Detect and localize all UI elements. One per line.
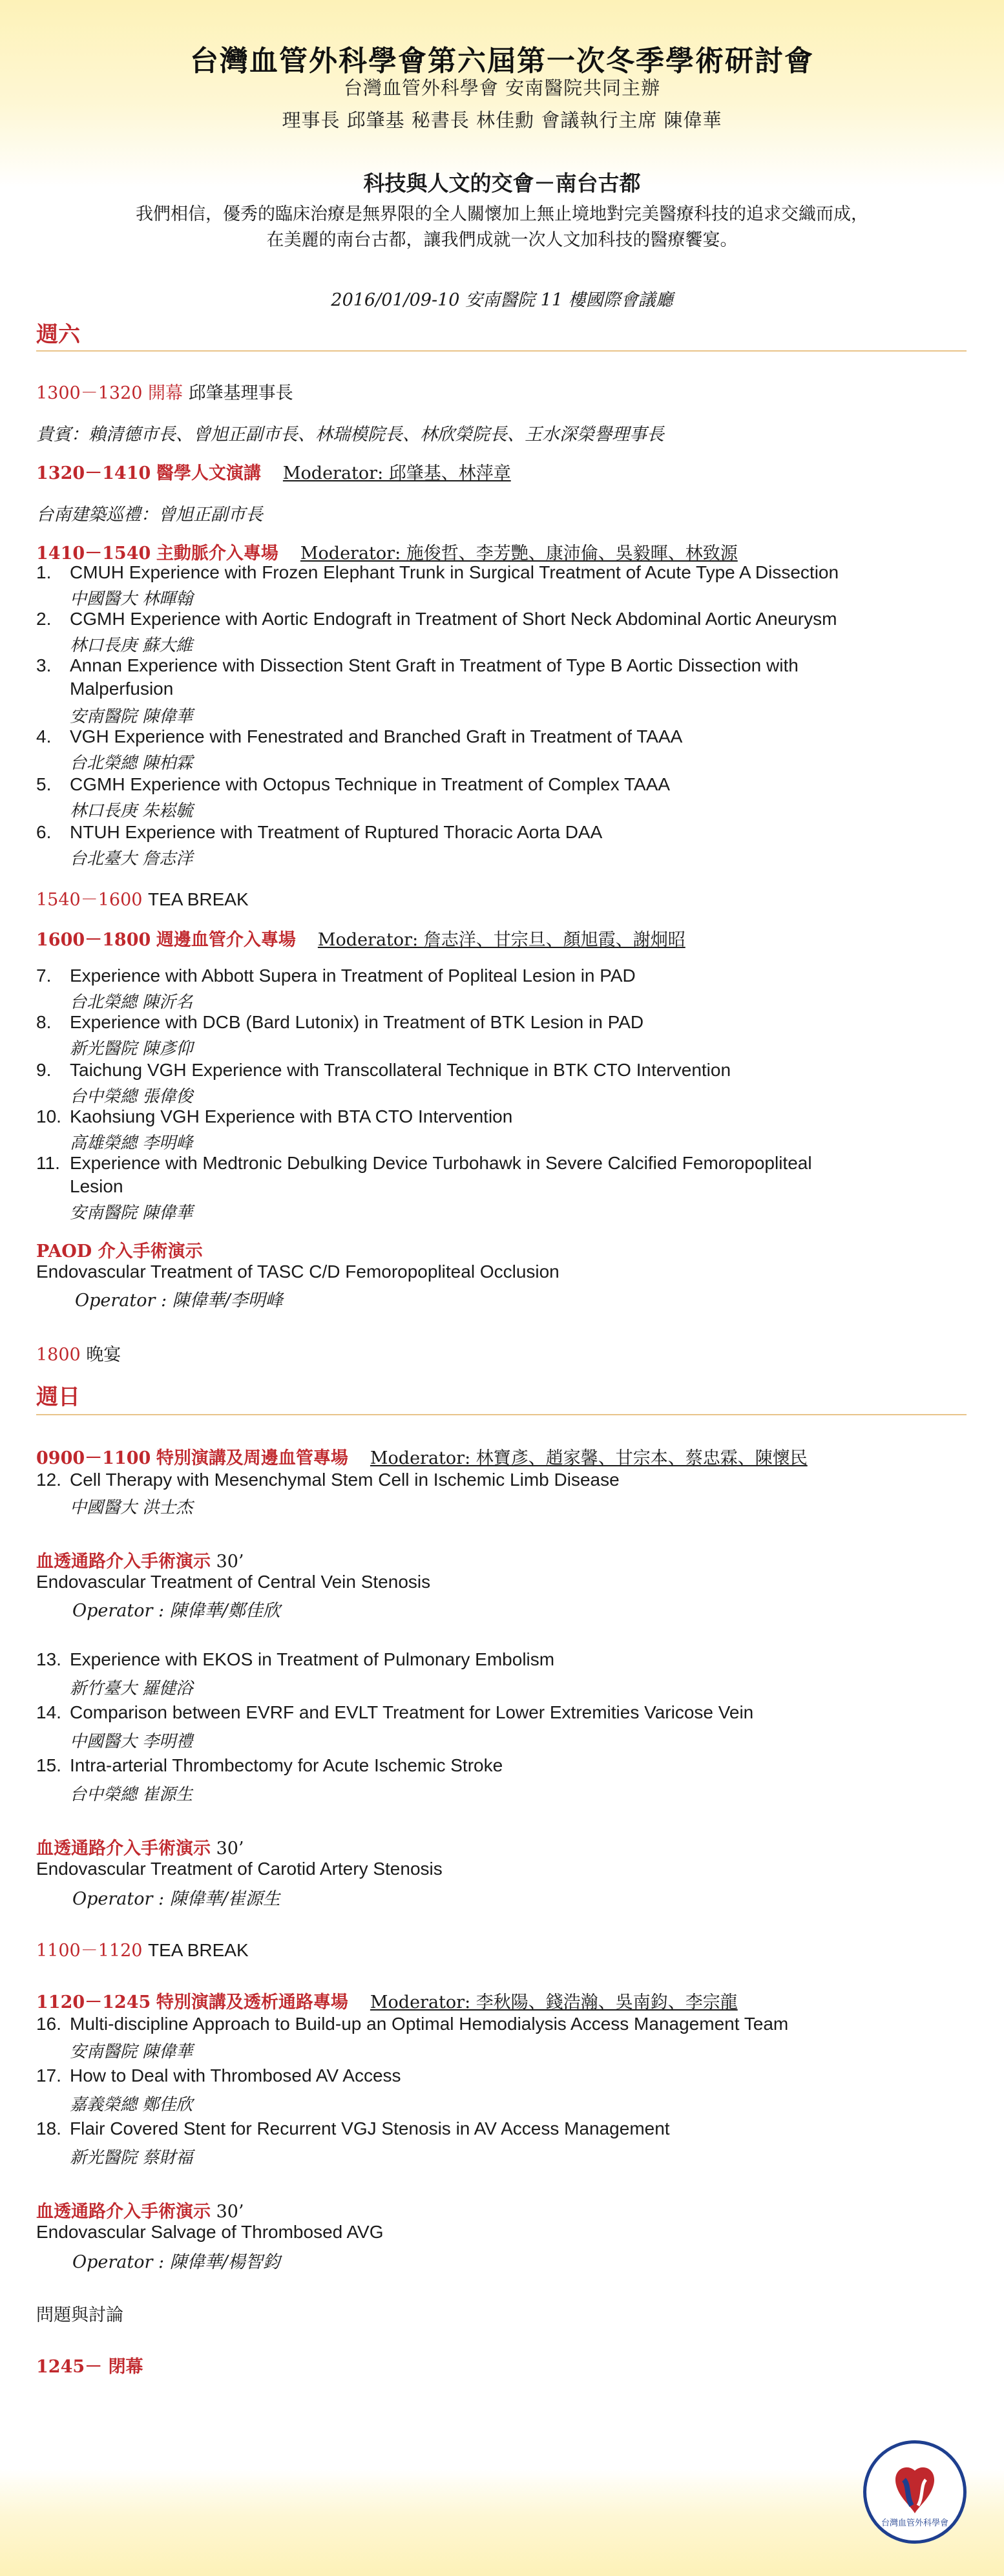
talk-affiliation: 林口長庚 蘇大維: [70, 636, 193, 655]
demo-title: Endovascular Treatment of Carotid Artery Stenosis: [36, 1859, 443, 1879]
talk-affiliation: 台中榮總 崔源生: [70, 1785, 193, 1804]
talk-item: 16. Multi-discipline Approach to Build-up an Optimal Hemodialysis Access Management Team: [36, 2014, 789, 2034]
talk-item: 10. Kaohsiung VGH Experience with BTA CTO Intervention: [36, 1106, 513, 1126]
talk-affiliation: 安南醫院 陳偉華: [70, 707, 193, 726]
talk-item: 3. Annan Experience with Dissection Stent Graft in Treatment of Type B Aortic Dissection with: [36, 655, 799, 675]
talk-affiliation: 中國醫大 洪士杰: [70, 1498, 193, 1517]
talk-item: 13. Experience with EKOS in Treatment of Pulmonary Embolism: [36, 1649, 555, 1669]
talk-affiliation: 台北榮總 陳柏霖: [70, 754, 193, 773]
talk-affiliation: 台中榮總 張偉俊: [70, 1087, 193, 1106]
tea-break: 1540－1600 TEA BREAK: [36, 889, 249, 910]
talk-item: 14. Comparison between EVRF and EVLT Treatment for Lower Extremities Varicose Vein: [36, 1702, 754, 1722]
talk-affiliation: 高雄榮總 李明峰: [70, 1134, 193, 1153]
officers: 理事長 邱肇基 秘書長 林佳勳 會議執行主席 陳偉華: [282, 109, 722, 131]
session-peripheral: 1600－1800 週邊血管介入專場 Moderator: 詹志洋、甘宗旦、顏旭霞、謝炯昭: [36, 930, 685, 950]
talk-affiliation: 安南醫院 陳偉華: [70, 1203, 193, 1223]
intro-line-1: 我們相信，優秀的臨床治療是無界限的全人關懷加上無止境地對完美醫療科技的追求交織而成，: [136, 204, 868, 224]
talk-item: 17. How to Deal with Thrombosed AV Access: [36, 2065, 401, 2085]
demo-heading: 血透通路介入手術演示 30’: [36, 1839, 244, 1859]
demo-heading: PAOD 介入手術演示: [36, 1241, 203, 1262]
talk-item: 5. CGMH Experience with Octopus Technique in Treatment of Complex TAAA: [36, 774, 671, 794]
organizers: 台灣血管外科學會 安南醫院共同主辦: [343, 77, 661, 99]
footer-band: [0, 2469, 1004, 2576]
session-opening: 1300－1320 開幕 邱肇基理事長: [36, 383, 293, 403]
heart-icon: [895, 2467, 934, 2513]
demo-title: Endovascular Treatment of Central Vein Stenosis: [36, 1572, 431, 1592]
talk-item: 1. CMUH Experience with Frozen Elephant Trunk in Surgical Treatment of Acute Type A Dissection: [36, 562, 839, 582]
demo-title: Endovascular Treatment of TASC C/D Femoropopliteal Occlusion: [36, 1262, 560, 1282]
qa: 問題與討論: [36, 2305, 123, 2325]
talk-affiliation: 台北榮總 陳沂名: [70, 993, 193, 1012]
divider: [36, 350, 967, 352]
talk-item: 6. NTUH Experience with Treatment of Ruptured Thoracic Aorta DAA: [36, 822, 603, 842]
session-humanities: 1320－1410 醫學人文演講 Moderator: 邱肇基、林萍章: [36, 463, 511, 483]
session-special: 0900－1100 特別演講及周邊血管專場 Moderator: 林寶彥、趙家馨、甘宗本、蔡忠霖、陳懷民: [36, 1448, 808, 1468]
day-heading-saturday: 週六: [36, 322, 80, 348]
divider: [36, 1414, 967, 1415]
talk-affiliation: 中國醫大 李明禮: [70, 1732, 193, 1751]
talk-item: 15. Intra-arterial Thrombectomy for Acute Ischemic Stroke: [36, 1755, 503, 1775]
demo-operator: Operator : 陳偉華/李明峰: [75, 1291, 283, 1311]
day-heading-sunday: 週日: [36, 1384, 80, 1410]
demo-operator: Operator : 陳偉華/崔源生: [72, 1889, 280, 1909]
talk-affiliation: 新竹臺大 羅健浴: [70, 1679, 193, 1698]
date-venue: 2016/01/09-10 安南醫院 11 樓國際會議廳: [331, 290, 673, 310]
demo-operator: Operator : 陳偉華/鄭佳欣: [72, 1601, 280, 1621]
closing: 1245－ 閉幕: [36, 2357, 143, 2377]
conference-title: 台灣血管外科學會第六屆第一次冬季學術研討會: [190, 45, 814, 78]
humanities-talk: 台南建築巡禮：曾旭正副市長: [36, 505, 263, 525]
talk-affiliation: 台北臺大 詹志洋: [70, 849, 193, 869]
society-logo: [863, 2440, 967, 2544]
demo-operator: Operator : 陳偉華/楊智鈞: [72, 2252, 280, 2272]
talk-item: 8. Experience with DCB (Bard Lutonix) in Treatment of BTK Lesion in PAD: [36, 1012, 644, 1032]
session-access: 1120－1245 特別演講及透析通路專場 Moderator: 李秋陽、錢浩瀚、吳南鈞、李宗龍: [36, 1992, 738, 2012]
talk-affiliation: 新光醫院 蔡財福: [70, 2148, 193, 2168]
session-aorta: 1410－1540 主動脈介入專場 Moderator: 施俊哲、李芳艷、康沛倫、吳毅暉、林致源: [36, 544, 738, 564]
talk-affiliation: 林口長庚 朱崧毓: [70, 801, 193, 821]
talk-affiliation: 安南醫院 陳偉華: [70, 2042, 193, 2062]
talk-item: 11. Experience with Medtronic Debulking Device Turbohawk in Severe Calcified Femoropopliteal: [36, 1153, 812, 1173]
demo-heading: 血透通路介入手術演示 30’: [36, 1552, 244, 1572]
tea-break: 1100－1120 TEA BREAK: [36, 1940, 249, 1961]
dinner: 1800 晚宴: [36, 1345, 121, 1365]
talk-item: 7. Experience with Abbott Supera in Treatment of Popliteal Lesion in PAD: [36, 966, 636, 986]
guests: 貴賓：賴清德市長、曾旭正副市長、林瑞模院長、林欣榮院長、王水深榮譽理事長: [36, 425, 664, 445]
talk-affiliation: 嘉義榮總 鄭佳欣: [70, 2095, 193, 2115]
talk-affiliation: 中國醫大 林暉翰: [70, 589, 193, 609]
talk-item: 4. VGH Experience with Fenestrated and Branched Graft in Treatment of TAAA: [36, 726, 683, 746]
logo-text: 台灣血管外科學會: [881, 2518, 948, 2528]
talk-item: 2. CGMH Experience with Aortic Endograft in Treatment of Short Neck Abdominal Aortic Aneurysm: [36, 609, 837, 629]
talk-item: 9. Taichung VGH Experience with Transcollateral Technique in BTK CTO Intervention: [36, 1060, 731, 1080]
talk-affiliation: 新光醫院 陳彥仰: [70, 1039, 193, 1059]
demo-heading: 血透通路介入手術演示 30’: [36, 2202, 244, 2222]
talk-item: 18. Flair Covered Stent for Recurrent VGJ Stenosis in AV Access Management: [36, 2118, 670, 2138]
demo-title: Endovascular Salvage of Thrombosed AVG: [36, 2222, 384, 2242]
talk-title-continued: Malperfusion: [70, 679, 174, 699]
intro-line-2: 在美麗的南台古都，讓我們成就一次人文加科技的醫療饗宴。: [266, 230, 738, 250]
theme-title: 科技與人文的交會－南台古都: [363, 171, 641, 196]
talk-title-continued: Lesion: [70, 1176, 123, 1196]
talk-item: 12. Cell Therapy with Mesenchymal Stem Cell in Ischemic Limb Disease: [36, 1470, 620, 1490]
